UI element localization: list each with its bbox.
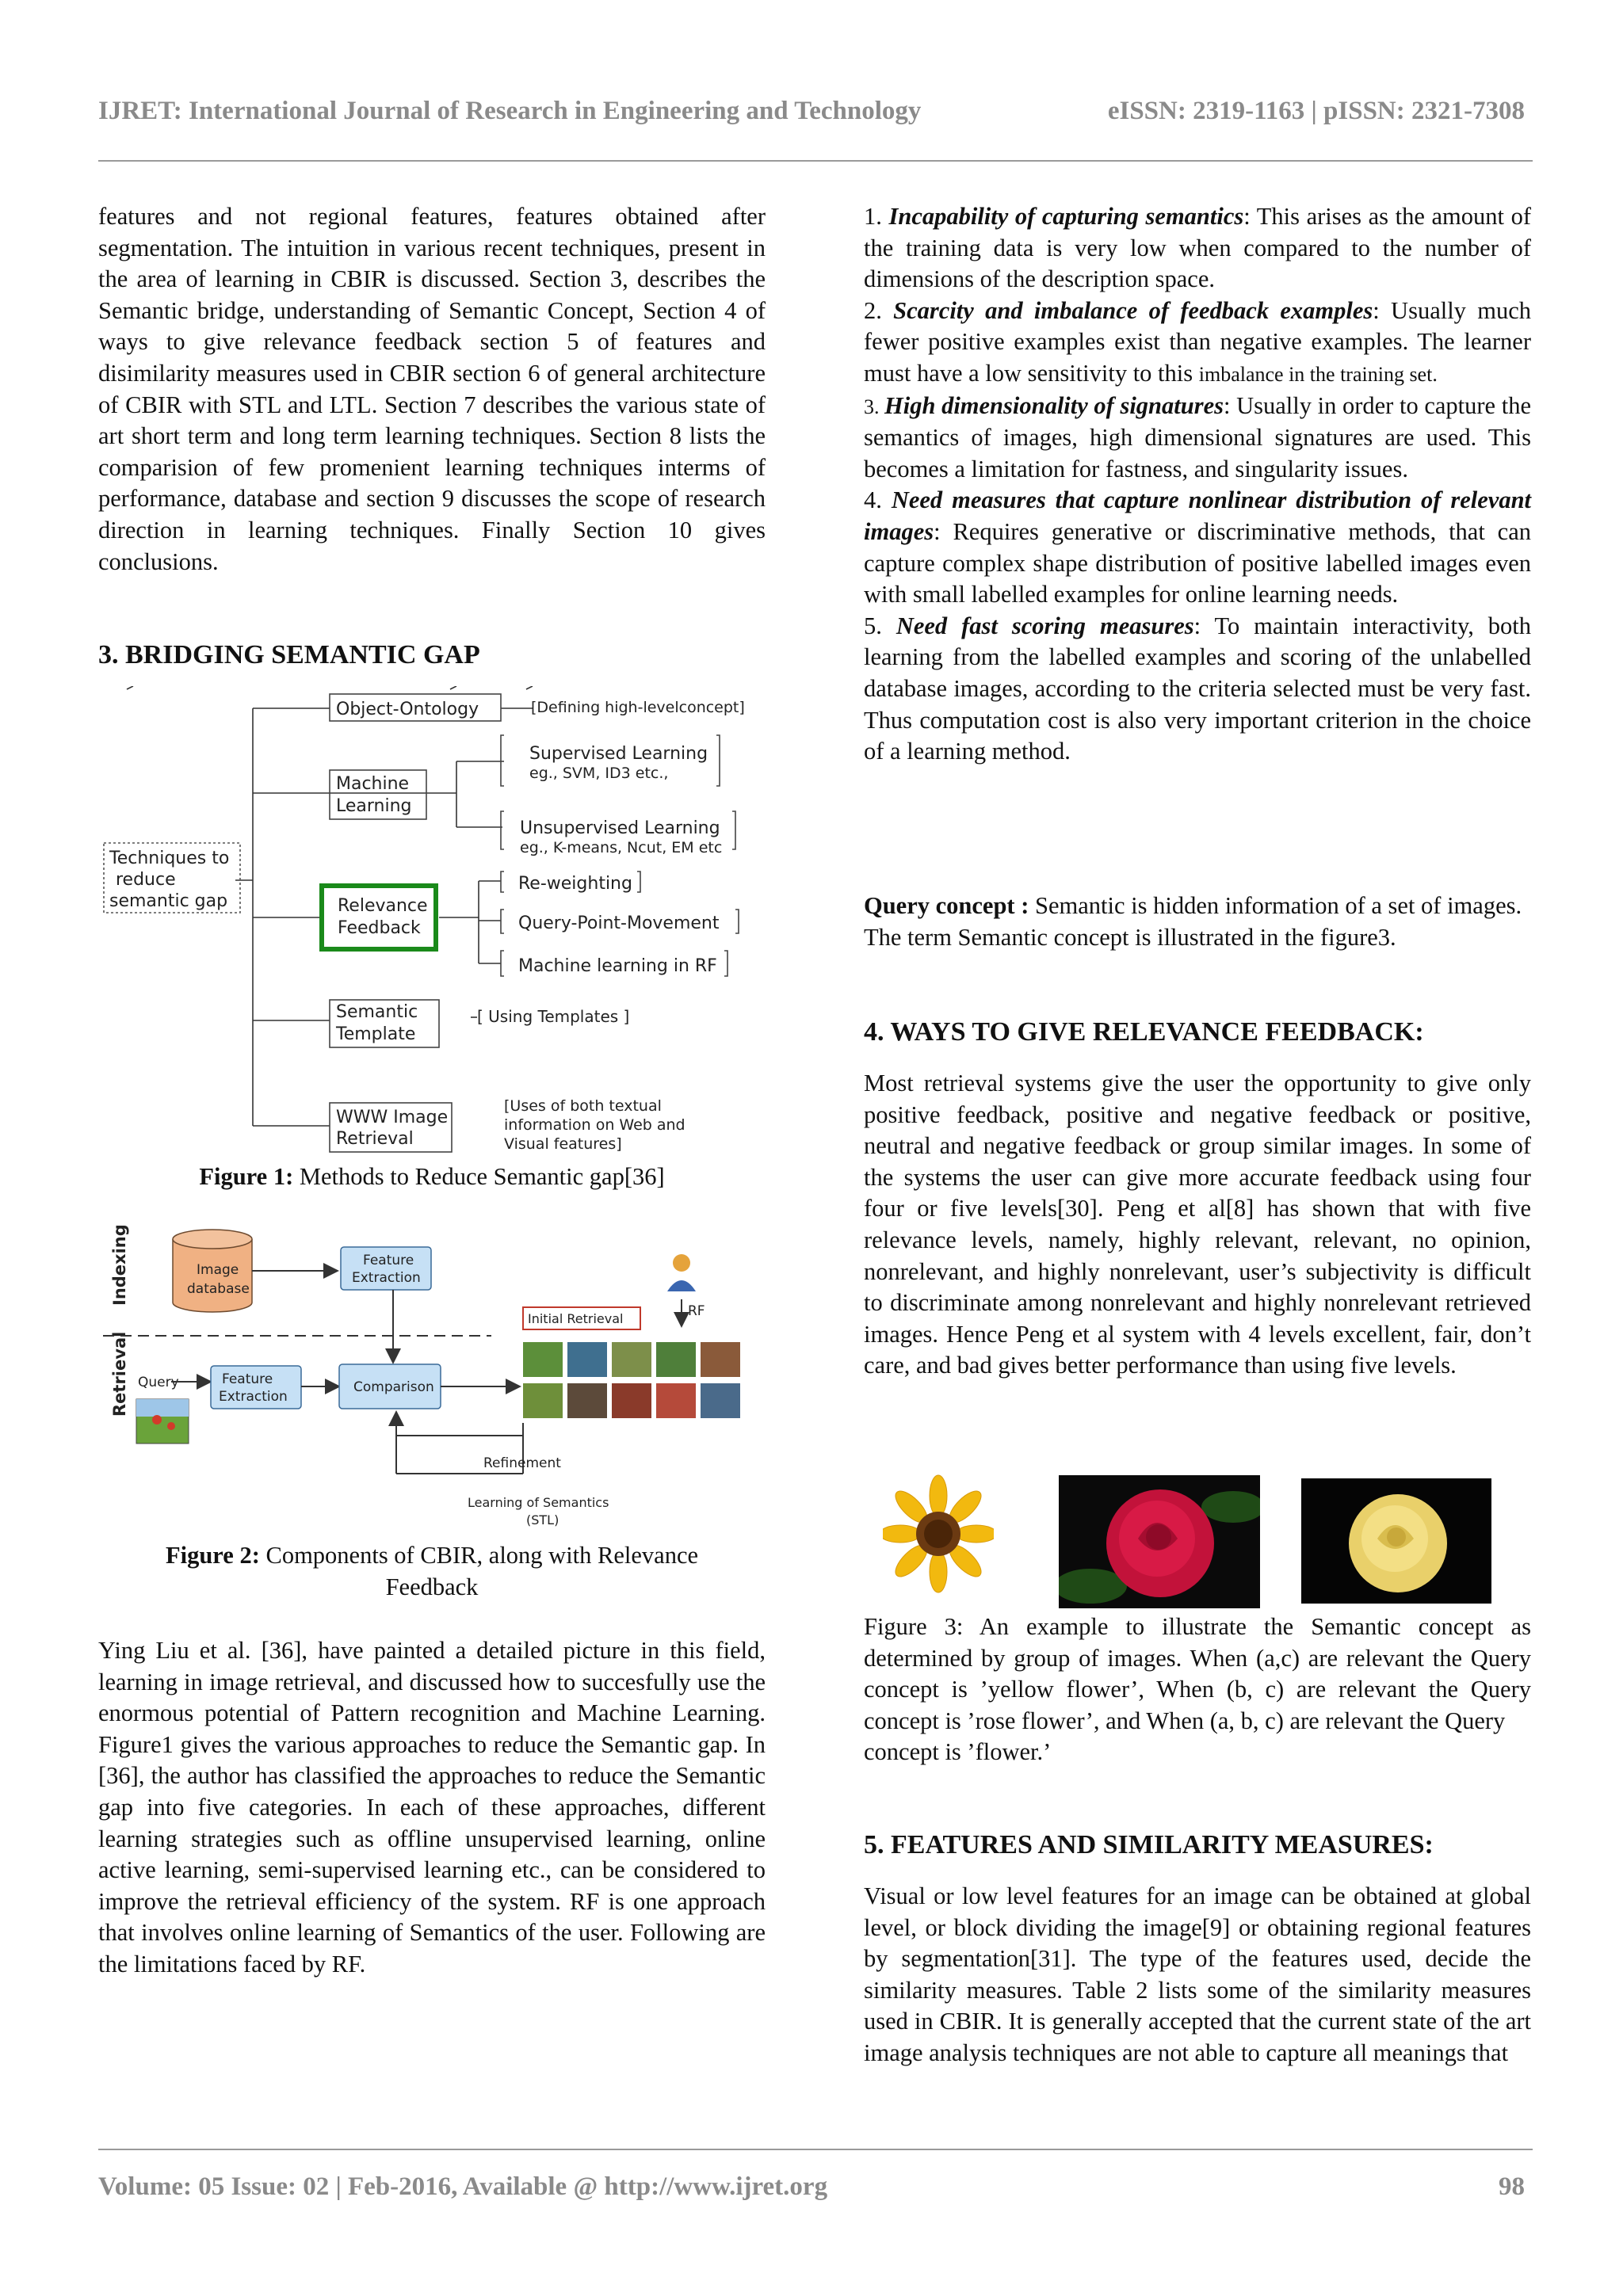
fig2-fe-top-line2: Extraction <box>352 1270 421 1286</box>
limitation-4: 4. Need measures that capture nonlinear distribution of relevant images: Requires generative or discriminative methods, that can capture complex shape distribution of positive labelled images even with small labelled examples for online learning needs. <box>864 486 1532 608</box>
fig2-fe-top-line1: Feature <box>363 1253 414 1268</box>
fig2-query: Query <box>138 1375 179 1390</box>
journal-title: IJRET: International Journal of Research in Engineering and Technology <box>98 97 922 125</box>
issn: eISSN: 2319-1163 | pISSN: 2321-7308 <box>1107 97 1525 125</box>
fig1-ml-line1: Machine <box>336 774 410 794</box>
fig1-www-note3: Visual features] <box>504 1135 622 1153</box>
fig2-rf: RF <box>688 1303 705 1319</box>
fig1-query-point: Query-Point-Movement <box>518 913 720 933</box>
fig2-refinement: Refinement <box>483 1455 561 1471</box>
section5-paragraph: Visual or low level features for an image can be obtained at global level, or block dividing the image[9] or obtaining regional features by segmentation[31]. The type of the features used, decide the similarity measures. Table 2 lists some of the similarity measures used in CBIR. It is generally accepted that the current state of the art image analysis techniques are not able to capture all meanings that <box>864 1882 1531 2066</box>
fig2-comparison: Comparison <box>353 1379 434 1395</box>
fig1-www-line2: Retrieval <box>336 1129 414 1149</box>
red-rose-image <box>1059 1475 1260 1608</box>
section5-heading: 5. FEATURES AND SIMILARITY MEASURES: <box>864 1830 1434 1859</box>
fig1-template-line1: Semantic <box>336 1002 418 1022</box>
fig1-unsupervised-line1: Unsupervised Learning <box>520 818 720 838</box>
fig2-initial-retrieval: Initial Retrieval <box>528 1311 624 1326</box>
section4-paragraph: Most retrieval systems give the user the opportunity to give only positive feedback, positive and negative feedback or positive, neutral and negative feedback or group similar images. In some of the systems the user can give more accurate feedback using four four or five levels[30]. Peng et al[8] has shown that with five relevance levels, namely, highly relevant, relevant, no opinion, nonrelevant, and highly nonrelevant, user’s subjectivity is difficult to discriminate among nonrelevant and highly nonrelevant retrieved images. Hence Peng et al system with 4 levels excellent, fair, don’t care, and bad gives better performance than using five levels. <box>864 1070 1531 1379</box>
section4-heading: 4. WAYS TO GIVE RELEVANCE FEEDBACK: <box>864 1017 1424 1047</box>
fig1-supervised-line2: eg., SVM, ID3 etc., <box>529 765 669 782</box>
fig1-root-line2: reduce <box>116 870 176 890</box>
user-icon <box>667 1254 696 1291</box>
figure2-caption: Figure 2: Components of CBIR, along with Relevance Feedback <box>165 1542 699 1600</box>
sunflower-image <box>883 1472 994 1605</box>
fig1-supervised-line1: Supervised Learning <box>529 744 708 764</box>
fig1-ml-in-rf: Machine learning in RF <box>518 956 717 976</box>
limitation-1: 1. Incapability of capturing semantics: This arises as the amount of the training data is very low when compared to the number of dimensions of the description space. <box>864 203 1532 293</box>
header-rule <box>98 160 1533 162</box>
query-concept-paragraph: Query concept : Semantic is hidden information of a set of images. The term Semantic concept is illustrated in the figure3. <box>864 892 1522 951</box>
footer-volume: Volume: 05 Issue: 02 | Feb-2016, Available @ http://www.ijret.org <box>98 2172 828 2201</box>
fig2-db-line1: Image <box>197 1262 239 1278</box>
fig2-db-line2: database <box>187 1281 250 1297</box>
limitation-5: 5. Need fast scoring measures: To maintain interactivity, both learning from the labelled examples and scoring of the unlabelled database images, according to the criteria selected must be very fast. Thus computation cost is also very important criterion in the choice of a learning method. <box>864 612 1532 765</box>
fig1-template-line2: Template <box>336 1024 416 1044</box>
section3-heading: 3. BRIDGING SEMANTIC GAP <box>98 640 480 669</box>
figure1-caption: Figure 1: Methods to Reduce Semantic gap[36] <box>199 1163 665 1190</box>
limitation-3: 3. High dimensionality of signatures: Usually in order to capture the semantics of images, high dimensional signatures are used. This becomes a limitation for fastness, and singularity issues. <box>864 391 1531 482</box>
fig1-root-line3: semantic gap <box>109 891 228 911</box>
limitation-2: 2. Scarcity and imbalance of feedback examples: Usually much fewer positive examples exist than negative examples. The learner must have a low sensitivity to this imbalance in the training set. <box>864 296 1531 387</box>
fig2-retrieval: Retrieval <box>110 1331 129 1417</box>
fig1-www-note2: information on Web and <box>504 1116 685 1134</box>
page-number: 98 <box>1499 2172 1525 2201</box>
query-image-thumbnail <box>136 1399 189 1444</box>
fig2-indexing: Indexing <box>110 1224 129 1306</box>
limitations-list <box>864 201 1531 768</box>
yellow-rose-image <box>1301 1478 1491 1604</box>
fig1-ml-line2: Learning <box>336 796 412 816</box>
footer-rule <box>98 2149 1533 2150</box>
fig1-object-ontology: Object-Ontology <box>336 700 479 719</box>
body-paragraph: Ying Liu et al. [36], have painted a detailed picture in this field, learning in image retrieval, and discussed how to succesfully use the enormous potential of Pattern recognition and Machine Learning. Figure1 gives the various approaches to reduce the Semantic gap. In [36], the author has classified the approaches to reduce the Semantic gap into five categories. In each of these approaches, different learning strategies such as offline unsupervised learning, online active learning, semi-supervised learning etc., can be considered to improve the retrieval efficiency of the system. RF is one approach that involves online learning of Semantics of the user. Following are the limitations faced by RF. <box>98 1637 766 1978</box>
retrieved-images-grid <box>523 1342 740 1418</box>
fig2-learning-line2: (STL) <box>526 1512 559 1527</box>
fig1-using-templates: [ Using Templates ] <box>477 1007 630 1026</box>
fig1-unsupervised-line2: eg., K-means, Ncut, EM etc <box>520 839 723 856</box>
figure2-diagram <box>98 1219 780 1535</box>
fig2-fe-bottom-line1: Feature <box>222 1371 273 1387</box>
fig2-learning-line1: Learning of Semantics <box>468 1495 609 1510</box>
figure3-caption: Figure 3: An example to illustrate the Semantic concept as determined by group of images. When (a,c) are relevant the Query concept is ’yellow flower’, When (b, c) are relevant the Query concept is ’rose flower’, and When (a, b, c) are relevant the Query concept is ’flower.’ <box>864 1613 1531 1766</box>
fig1-ontology-note: [Defining high-levelconcept] <box>531 699 745 716</box>
fig2-fe-bottom-line2: Extraction <box>219 1389 288 1405</box>
fig1-rf-line1: Relevance <box>338 896 428 916</box>
fig1-www-line1: WWW Image <box>336 1108 449 1127</box>
fig1-www-note1: [Uses of both textual <box>504 1097 662 1115</box>
intro-paragraph: features and not regional features, features obtained after segmentation. The intuition in various recent techniques, present in the area of learning in CBIR is discussed. Section 3, describes the Semantic bridge, understanding of Semantic Concept, Section 4 of ways to give relevance feedback section 5 of features and disimilarity measures used in CBIR section 6 of general architecture of CBIR with STL and LTL. Section 7 describes the various state of art short term and long term learning techniques. Section 8 lists the comparision of few promenient learning techniques interms of performance, database and section 9 discusses the scope of research direction in learning techniques. Finally Section 10 gives conclusions. <box>98 203 766 575</box>
figure1-diagram <box>98 686 780 1161</box>
fig1-rf-line2: Feedback <box>338 918 421 938</box>
fig1-reweighting: Re-weighting <box>518 874 632 894</box>
fig1-root-line1: Techniques to <box>109 849 230 868</box>
